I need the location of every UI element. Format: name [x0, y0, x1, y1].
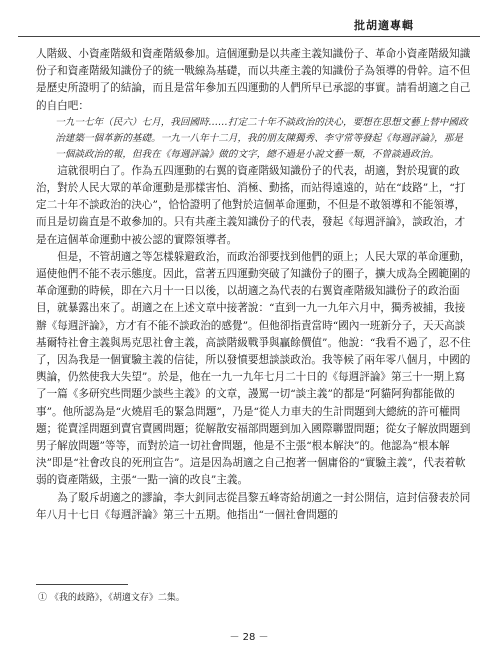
paragraph-continuation: 人階級、小資產階級和資產階級參加。這個運動是以共產主義知識份子、革命小資產階級知識份子和資產階級知識份子的統一戰線為基礎，而以共產主義的知識份子為領導的骨幹。這不但是歷史所證明了的結論，而且是當年參加五四運動的人們所早已承認的事實。請看胡適之自己的自白吧： — [36, 48, 471, 112]
header-title: 批胡適專輯 — [354, 19, 414, 32]
paragraph: 這就很明白了。作為五四運動的右翼的資產階級知識份子的代表，胡適，對於現實的政治，對於人民大眾的革命運動是那樣害怕、消極、動搖，而站得遠遠的，站在“歧路”上，“打定二十年不談政治的決心”，恰恰證明了他對於這個革命運動，不但是不敢領導和不能領導，而且是切齒直是不敢參加的。只有共產主義知識份子的代表，發起《每週評論》，談政治，才是在這個革命運動中被公認的實際領導者。 — [36, 164, 466, 246]
footnote-text: 《我的歧路》，《胡適文存》二集。 — [49, 593, 185, 603]
footnote-divider — [36, 584, 128, 585]
block-quote: 一九一七年（民六）七月，我回國時……打定二十年不談政治的決心，要想在思想文藝上替中國政治建築一個革新的基礎。一九一八年十二月，我的朋友陳獨秀、李守常等發起《每週評論》，那是一個談政治的報，但我在《每週評論》做的文字，總不過是小說文藝一類，不曾談過政治。 — [55, 116, 468, 160]
footnote — [38, 590, 185, 603]
running-header — [18, 14, 480, 37]
body-text — [36, 46, 474, 524]
paragraph: 為了駁斥胡適之的謬論，李大釗同志從昌黎五峰寄給胡適之一封公開信，這封信發表於同年八月十七日《每週評論》第三十五期。他指出“一個社會問題的 — [36, 491, 471, 521]
paragraph: 但是，不管胡適之等怎樣躲避政治，而政治卻要找到他們的頭上；人民大眾的革命運動，逼使他們不能不表示態度。因此，當著五四運動突破了知識份子的圈子，擴大成為全國範圍的革命運動的時候，即在六月十一日以後，以胡適之為代表的右翼資產階級知識份子的政治面目，就暴露出來了。胡適之在上述文章中接著說：“直到一九一九年六月中，獨秀被捕，我接辦《每週評論》，方才有不能不談政治的感覺”。但他卻指責當時“國內一班新分子，天天高談基爾特社會主義與馬克思社會主義，高談階級戰爭與贏餘價值”。他說：“我看不過了，忍不住了，因為我是一個實驗主義的信徒，所以發憤要想談談政治。我等候了兩年零八個月，中國的輿論，仍然使我大失望”。於是，他在一九一九年七月二十日的《每週評論》第三十一期上寫了一篇《多研究些問題少談些主義》的文章，謾罵一切“談主義”的都是“阿貓阿狗都能做的事”。他所認為是“火燒眉毛的緊急問題”，乃是“從人力車夫的生計問題到大總統的許可權問題；從賣淫問題到賣官賣國問題；從解散安福部問題到加入國際聯盟問題；從女子解放問題到男子解放問題”等等，而對於這一切社會問題，他是不主張“根本解決”的。他認為“根本解決”即是“社會改良的死刑宣告”。這是因為胡適之自己抱著一個庸俗的“實驗主義”，代表着軟弱的資產階級，主張“一點一滴的改良”主義。 — [36, 250, 471, 487]
page-number: － 28 － — [229, 632, 269, 643]
footnote-marker: ① — [38, 593, 48, 603]
